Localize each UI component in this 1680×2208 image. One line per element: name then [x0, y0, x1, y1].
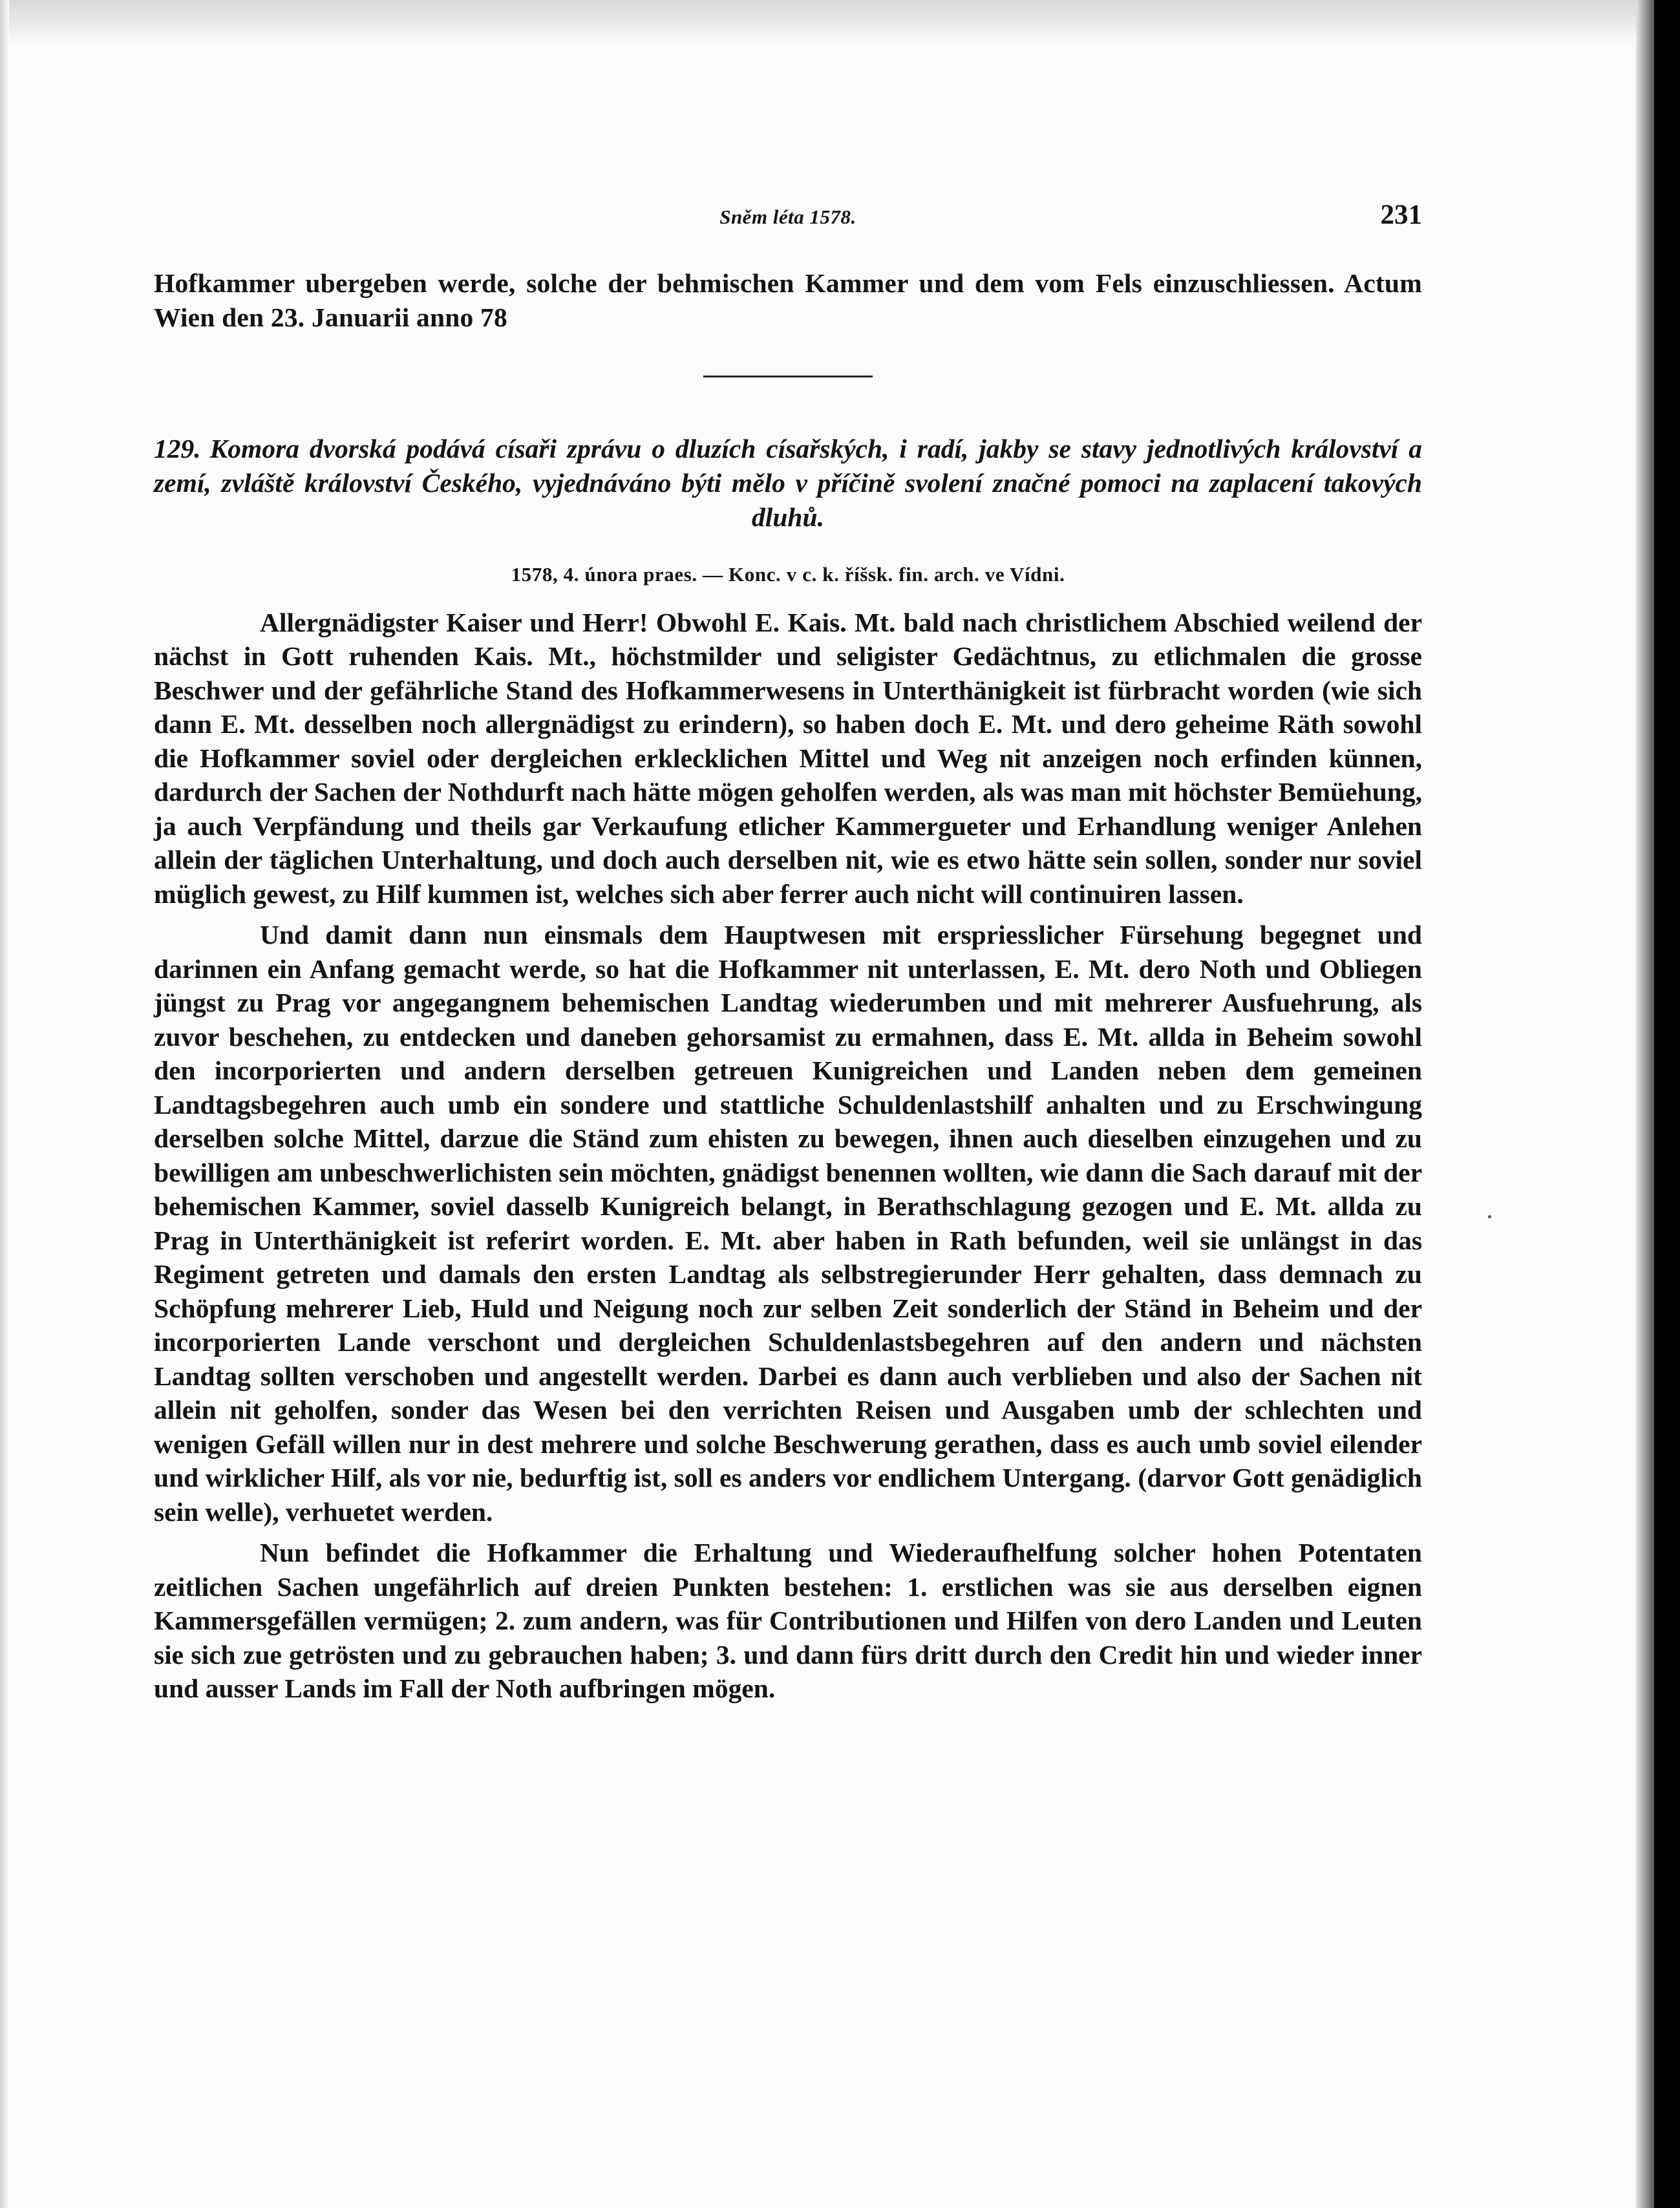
- regest-text: Komora dvorská podává císaři zprávu o dluzích císařských, i radí, jakby se stavy jednotlivých království a zemí, zvláště království Českého, vyjednáváno býti mělo v příčině svolení značné pomoci na zaplacení takových dluhů.: [154, 434, 1422, 532]
- page-content: [154, 194, 1422, 1706]
- scan-speck: [1488, 1215, 1491, 1218]
- scan-shadow-left: [0, 0, 9, 2208]
- body-paragraph-2: Und damit dann nun einsmals dem Hauptwesen mit erspriesslicher Fürsehung begegnet und darinnen ein Anfang gemacht werde, so hat die Hofkammer nit unterlassen, E. Mt. dero Noth und Obliegen jüngst zu Prag vor angegangnem behemischen Landtag wiederumben und mit mehrerer Ausfuehrung, als zuvor beschehen, zu entdecken und daneben gehorsamist zu ermahnen, dass E. Mt. allda in Beheim sowohl den incorporierten und andern derselben getreuen Kunigreichen und Landen neben dem gemeinen Landtagsbegehren auch umb ein sondere und stattliche Schuldenlastshilf anhalten und zu Erschwingung derselben solche Mittel, darzue die Ständ zum ehisten zu bewegen, ihnen auch dieselben einzugehen und zu bewilligen am unbeschwerlichisten sein möchten, gnädigst benennen wollten, wie dann die Sach darauf mit der behemischen Kammer, soviel dasselb Kunigreich belangt, in Berathschlagung gezogen und E. Mt. allda zu Prag in Unterthänigkeit ist referirt worden. E. Mt. aber haben in Rath befunden, weil sie unlängst in das Regiment getreten und damals den ersten Landtag als selbstregierunder Herr gehalten, dass demnach zu Schöpfung mehrerer Lieb, Huld und Neigung noch zur selben Zeit sonderlich der Ständ in Beheim und der incorporierten Lande verschont und dergleichen Schuldenlastsbegehren auf den andern und nächsten Landtag sollten verschoben und angestellt werden. Darbei es dann auch verblieben und also der Sachen nit allein nit geholfen, sonder das Wesen bei den verrichten Reisen und Ausgaben umb der schlechten und wenigen Gefäll willen nur in dest mehrere und solche Beschwerung gerathen, dass es auch umb soviel eilender und wirklicher Hilf, als vor nie, bedurftig ist, soll es anders vor endlichem Untergang. (darvor Gott genädiglich sein welle), verhuetet werden.: [154, 920, 1422, 1527]
- body-paragraph-3: Nun befindet die Hofkammer die Erhaltung und Wiederaufhelfung solcher hohen Potentaten zeitlichen Sachen ungefährlich auf dreien Punkten bestehen: 1. erstlichen was sie aus derselben eignen Kammersgefällen vermügen; 2. zum andern, was für Contributionen und Hilfen von dero Landen und Leuten sie sich zue getrösten und zu gebrauchen haben; 3. und dann fürs dritt durch den Credit hin und wieder inner und ausser Lands im Fall der Noth aufbringen mögen.: [154, 1538, 1422, 1703]
- scanner-border-right: [1654, 0, 1680, 2208]
- page-number: 231: [1380, 200, 1422, 230]
- scan-shadow-right: [1636, 0, 1654, 2208]
- scan-shadow-top: [0, 0, 1636, 45]
- running-title: Sněm léta 1578.: [719, 206, 856, 228]
- document-number: 129.: [154, 434, 201, 463]
- section-divider: [703, 376, 873, 377]
- source-note: 1578, 4. února praes. — Konc. v c. k. říšsk. fin. arch. ve Vídni.: [511, 562, 1065, 586]
- body-paragraph-1: Allergnädigster Kaiser und Herr! Obwohl E. Kais. Mt. bald nach christlichem Abschied weilend der nächst in Gott ruhenden Kais. Mt., höchstmilder und seligister Gedächtnus, zu etlichmalen die grosse Beschwer und der gefährliche Stand des Hofkammerwesens in Unterthänigkeit ist fürbracht worden (wie sich dann E. Mt. desselben noch allergnädigst zu erindern), so haben doch E. Mt. und dero geheime Räth sowohl die Hofkammer soviel oder dergleichen erklecklichen Mittel und Weg nit anzeigen noch erfinden künnen, dardurch der Sachen der Nothdurft nach hätte mögen geholfen werden, als was man mit höchster Bemüehung, ja auch Verpfändung und theils gar Verkaufung etlicher Kammergueter und Erhandlung weniger Anlehen allein der täglichen Unterhaltung, und doch auch derselben nit, wie es etwo hätte sein sollen, sonder nur soviel müglich gewest, zu Hilf kummen ist, welches sich aber ferrer auch nicht will continuiren lassen.: [154, 607, 1422, 909]
- document-regest: [154, 432, 1422, 535]
- carryover-paragraph: Hofkammer ubergeben werde, solche der behmischen Kammer und dem vom Fels einzuschliessen. Actum Wien den 23. Januarii anno 78: [154, 268, 1422, 332]
- running-head: [154, 194, 1422, 233]
